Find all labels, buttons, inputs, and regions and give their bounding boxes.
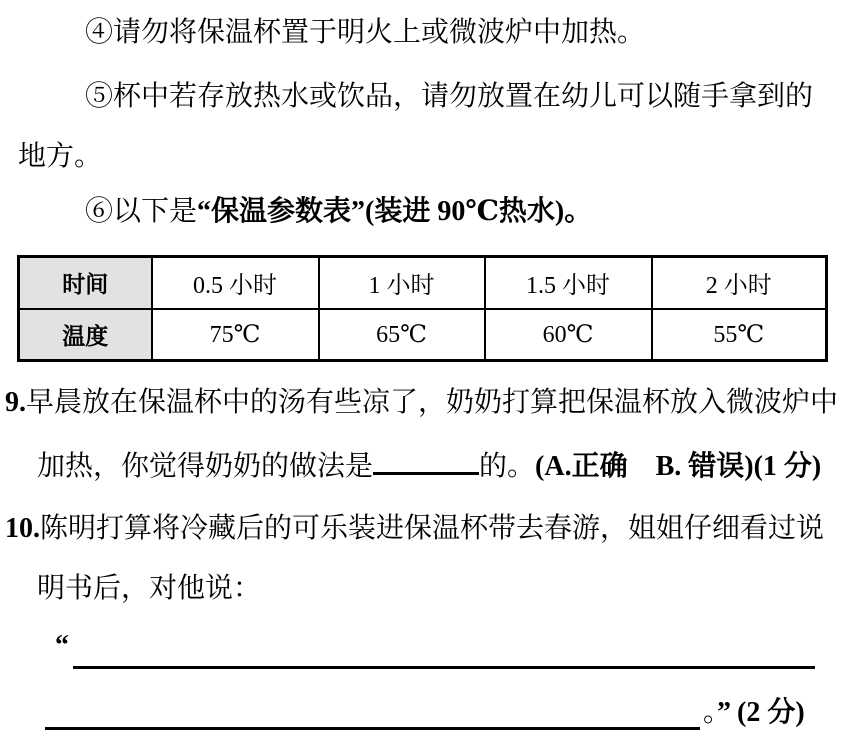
table-row-temperature [19, 309, 827, 361]
table-cell-temp-3: 60℃ [485, 309, 652, 361]
instruction-item-5-line1: ⑤杯中若存放热水或饮品，请勿放置在幼儿可以随手拿到的 [85, 81, 814, 112]
question-9-text2-before: 加热，你觉得奶奶的做法是 [37, 451, 374, 482]
table-cell-temp-2: 65℃ [319, 309, 485, 361]
instruction-item-6 [85, 194, 592, 229]
table-cell-time-1: 0.5 小时 [152, 257, 319, 309]
question-9-text2-after: 的。 [479, 451, 536, 482]
question-10-number: 10. [5, 513, 40, 544]
instruction-item-6-prefix: ⑥以下是 [85, 196, 198, 227]
table-cell-temp-1: 75℃ [152, 309, 319, 361]
question-10-text1: 陈明打算将冷藏后的可乐装进保温杯带去春游，姐姐仔细看过说 [40, 513, 825, 544]
instruction-item-5-line2: 地方。 [18, 141, 103, 172]
table-header-temperature: 温度 [19, 309, 152, 361]
instruction-item-4: ④请勿将保温杯置于明火上或微波炉中加热。 [85, 17, 646, 48]
table-cell-time-3: 1.5 小时 [485, 257, 652, 309]
question-10-answer-line-1 [73, 666, 815, 669]
thermal-parameter-table [17, 255, 828, 362]
instruction-item-6-table-title: “保温参数表”(装进 90℃热水)。 [197, 196, 593, 227]
table-cell-temp-4: 55℃ [652, 309, 827, 361]
question-9-number: 9. [5, 387, 26, 418]
question-10-open-quote: “ [55, 630, 69, 661]
question-10-period: 。 [703, 697, 718, 728]
question-9-text1: 早晨放在保温杯中的汤有些凉了，奶奶打算把保温杯放入微波炉中 [26, 387, 839, 418]
table-cell-time-2: 1 小时 [319, 257, 485, 309]
question-10-answer-line-2 [45, 727, 700, 730]
question-10-line2: 明书后，对他说： [37, 573, 262, 604]
table-row-time [19, 257, 827, 309]
question-9-options: (A.正确 B. 错误)(1 分) [535, 451, 822, 482]
question-10-close-quote: ” [717, 697, 732, 728]
question-9-line2 [37, 447, 821, 484]
question-10-line1 [5, 511, 824, 546]
question-10-score-label: (2 分) [737, 697, 805, 728]
table-cell-time-4: 2 小时 [652, 257, 827, 309]
question-9-answer-blank [373, 447, 479, 475]
question-10-closing [703, 695, 805, 730]
question-9-line1 [5, 385, 838, 420]
table-header-time: 时间 [19, 257, 152, 309]
